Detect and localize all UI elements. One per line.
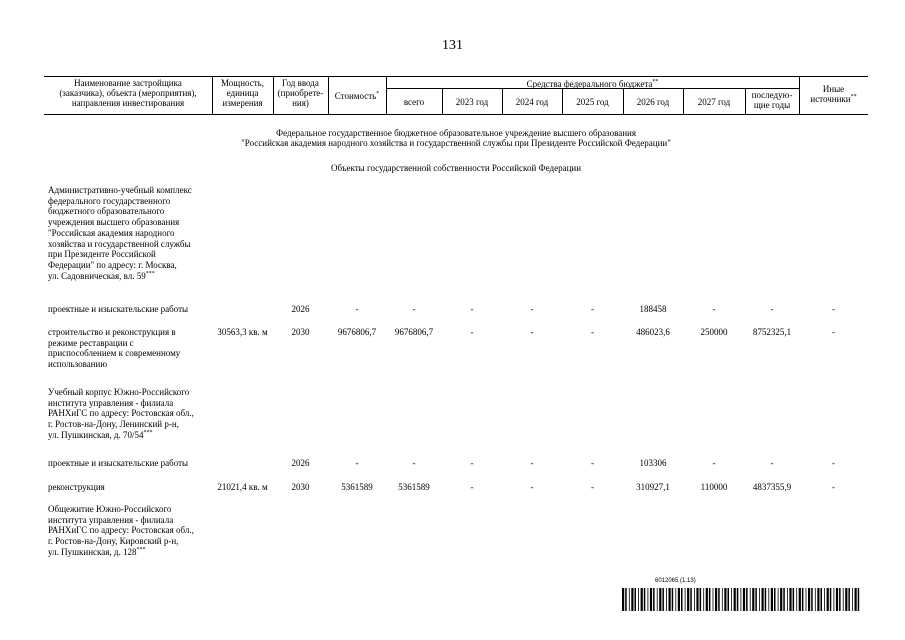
row-2027: 250000 — [700, 327, 728, 337]
row-2025: - — [591, 458, 594, 468]
section-title: Объекты государственной собственности Российской Федерации — [330, 163, 582, 173]
barcode-bar — [659, 588, 661, 611]
barcode-bar — [622, 588, 624, 611]
barcode-bar — [700, 588, 702, 611]
barcode-bar — [629, 588, 630, 611]
barcode-bar — [843, 588, 844, 611]
barcode-bar — [750, 588, 751, 611]
row-next-years: - — [770, 304, 774, 314]
header-top-border — [44, 76, 868, 77]
row-year: 2026 — [291, 304, 310, 314]
barcode-bar — [694, 588, 695, 611]
row-2023: - — [470, 458, 474, 468]
header-2025: 2025 год — [576, 97, 609, 107]
institution-title: Федеральное государственное бюджетное образовательное учреждение высшего образования "Российская академия народного хозяйства и государственной службы при Президенте Российской Федерации" — [241, 128, 671, 148]
page-number: 131 — [442, 38, 463, 53]
barcode-bar — [821, 588, 823, 611]
header-bottom-border — [44, 114, 868, 115]
barcode-bar — [635, 588, 637, 611]
header-other-sources: Иные источники** — [810, 84, 857, 104]
barcode-bar — [789, 588, 791, 611]
barcode-bar — [709, 588, 711, 611]
barcode-bar — [759, 588, 760, 611]
row-total: 9676806,7 — [394, 327, 434, 337]
row-total: 5361589 — [398, 482, 430, 492]
barcode-bar — [713, 588, 714, 611]
barcode-bar — [690, 588, 692, 611]
row-2023: - — [470, 482, 474, 492]
barcode-bar — [641, 588, 643, 611]
row-capacity: 21021,4 кв. м — [217, 482, 268, 492]
row-other: - — [832, 458, 835, 468]
barcode-bar — [685, 588, 686, 611]
barcode-bar — [752, 588, 754, 611]
barcode-bar — [824, 588, 825, 611]
row-2026: 103306 — [639, 458, 667, 468]
barcode-bar — [681, 588, 683, 611]
barcode-bar — [839, 588, 841, 611]
row-2026: 188458 — [639, 304, 667, 314]
barcode-bar — [796, 588, 797, 611]
row-2026: 310927,1 — [636, 482, 670, 492]
barcode-bar — [675, 588, 676, 611]
barcode-bar — [858, 588, 860, 611]
barcode-bar — [666, 588, 667, 611]
row-year: 2026 — [291, 458, 310, 468]
barcode-label: 6012065 (1.13) — [655, 578, 696, 584]
row-2027: - — [712, 304, 716, 314]
row-name: реконструкция — [48, 482, 105, 492]
header-2023: 2023 год — [455, 97, 489, 107]
header-2027: 2027 год — [697, 97, 731, 107]
row-2024: - — [530, 458, 534, 468]
row-total: - — [412, 458, 416, 468]
header-total: всего — [403, 97, 425, 107]
header-next-years: последую- щие годы — [751, 90, 793, 110]
barcode-bar — [802, 588, 804, 611]
barcode-bar — [746, 588, 748, 611]
object-title: Общежитие Южно-Российского института управления - филиала РАНХиГС по адресу: Ростовская обл., г. Ростов-на-Дону, Кировский р-н, ул. Пушкинская, д. 128*** — [48, 504, 194, 557]
barcode-bar — [848, 588, 850, 611]
barcode-bar — [638, 588, 639, 611]
barcode-bar — [827, 588, 829, 611]
barcode-bar — [662, 588, 664, 611]
barcode-bar — [703, 588, 704, 611]
row-capacity: 30563,3 кв. м — [217, 327, 268, 337]
row-other: - — [832, 327, 835, 337]
barcode-bar — [706, 588, 708, 611]
row-2024: - — [530, 304, 534, 314]
barcode-bar — [741, 588, 742, 611]
row-2026: 486023,6 — [636, 327, 670, 337]
row-name: строительство и реконструкция в режиме реставрации с приспособлением к современному использованию — [48, 327, 181, 370]
barcode-bar — [755, 588, 757, 611]
header-2026: 2026 год — [636, 97, 670, 107]
row-2023: - — [470, 327, 474, 337]
barcode-bar — [817, 588, 819, 611]
barcode-bar — [657, 588, 658, 611]
row-2024: - — [530, 482, 534, 492]
row-2023: - — [470, 304, 474, 314]
barcode-bar — [687, 588, 689, 611]
barcode-bar — [644, 588, 646, 611]
barcode-bar — [780, 588, 782, 611]
barcode-bar — [815, 588, 816, 611]
barcode-bar — [774, 588, 776, 611]
row-2027: 110000 — [700, 482, 728, 492]
row-cost: - — [355, 458, 359, 468]
barcode-bar — [762, 588, 764, 611]
row-next-years: 8752325,1 — [752, 327, 792, 337]
barcode-bar — [808, 588, 810, 611]
row-name: проектные и изыскательские работы — [48, 304, 189, 314]
header-federal-budget: Средства федерального бюджета** — [526, 79, 659, 89]
barcode-bar — [696, 588, 698, 611]
barcode-bar — [765, 588, 767, 611]
header-year: Год ввода (приобрете- ния) — [277, 78, 324, 108]
row-total: - — [412, 304, 416, 314]
header-2024: 2024 год — [515, 97, 549, 107]
row-cost: - — [355, 304, 359, 314]
row-2025: - — [591, 304, 594, 314]
row-next-years: 4837355,9 — [752, 482, 792, 492]
row-year: 2030 — [291, 482, 310, 492]
barcode-bar — [731, 588, 732, 611]
object-title: Административно-учебный комплекс федерального государственного бюджетного образовательного учреждения высшего образования "Российская академия народного хозяйства и государственной службы при Президенте Российской Федерации" по адресу: г. Москва, ул. Садовническая, вл. 59*** — [48, 185, 192, 281]
barcode-bar — [836, 588, 838, 611]
barcode-bar — [669, 588, 671, 611]
barcode-bar — [724, 588, 726, 611]
row-cost: 5361589 — [341, 482, 373, 492]
barcode-bar — [718, 588, 720, 611]
barcode-bar — [771, 588, 773, 611]
barcode-bar — [830, 588, 832, 611]
row-other: - — [832, 304, 835, 314]
row-name: проектные и изыскательские работы — [48, 458, 189, 468]
row-next-years: - — [770, 458, 774, 468]
barcode-bar — [768, 588, 769, 611]
barcode-bar — [650, 588, 652, 611]
header-name: Наименование застройщика (заказчика), объекта (мероприятия), направления инвестирования — [59, 78, 197, 108]
barcode-bar — [648, 588, 649, 611]
object-title: Учебный корпус Южно-Российского института управления - филиала РАНХиГС по адресу: Ростовская обл., г. Ростов-на-Дону, Ленинский р-н, ул. Пушкинская, д. 70/54*** — [48, 387, 194, 440]
row-2025: - — [591, 482, 594, 492]
barcode — [622, 588, 862, 611]
row-cost: 9676806,7 — [337, 327, 377, 337]
row-2024: - — [530, 327, 534, 337]
barcode-bar — [722, 588, 723, 611]
row-other: - — [832, 482, 835, 492]
barcode-bar — [737, 588, 739, 611]
barcode-bar — [653, 588, 655, 611]
barcode-bar — [631, 588, 633, 611]
barcode-bar — [834, 588, 835, 611]
row-year: 2030 — [291, 327, 310, 337]
barcode-bar — [672, 588, 674, 611]
barcode-bar — [743, 588, 745, 611]
barcode-bar — [625, 588, 627, 611]
barcode-bar — [728, 588, 730, 611]
barcode-bar — [793, 588, 795, 611]
barcode-bar — [678, 588, 680, 611]
barcode-bar — [811, 588, 813, 611]
header-capacity: Мощность, единица измерения — [220, 78, 265, 108]
barcode-bar — [799, 588, 801, 611]
row-2027: - — [712, 458, 716, 468]
header-cost: Стоимость* — [334, 91, 380, 101]
barcode-bar — [806, 588, 807, 611]
row-2025: - — [591, 327, 594, 337]
barcode-bar — [855, 588, 857, 611]
barcode-bar — [852, 588, 853, 611]
barcode-bar — [778, 588, 779, 611]
barcode-bar — [845, 588, 847, 611]
barcode-bar — [783, 588, 785, 611]
barcode-bar — [715, 588, 717, 611]
barcode-bar — [734, 588, 736, 611]
barcode-bar — [787, 588, 788, 611]
